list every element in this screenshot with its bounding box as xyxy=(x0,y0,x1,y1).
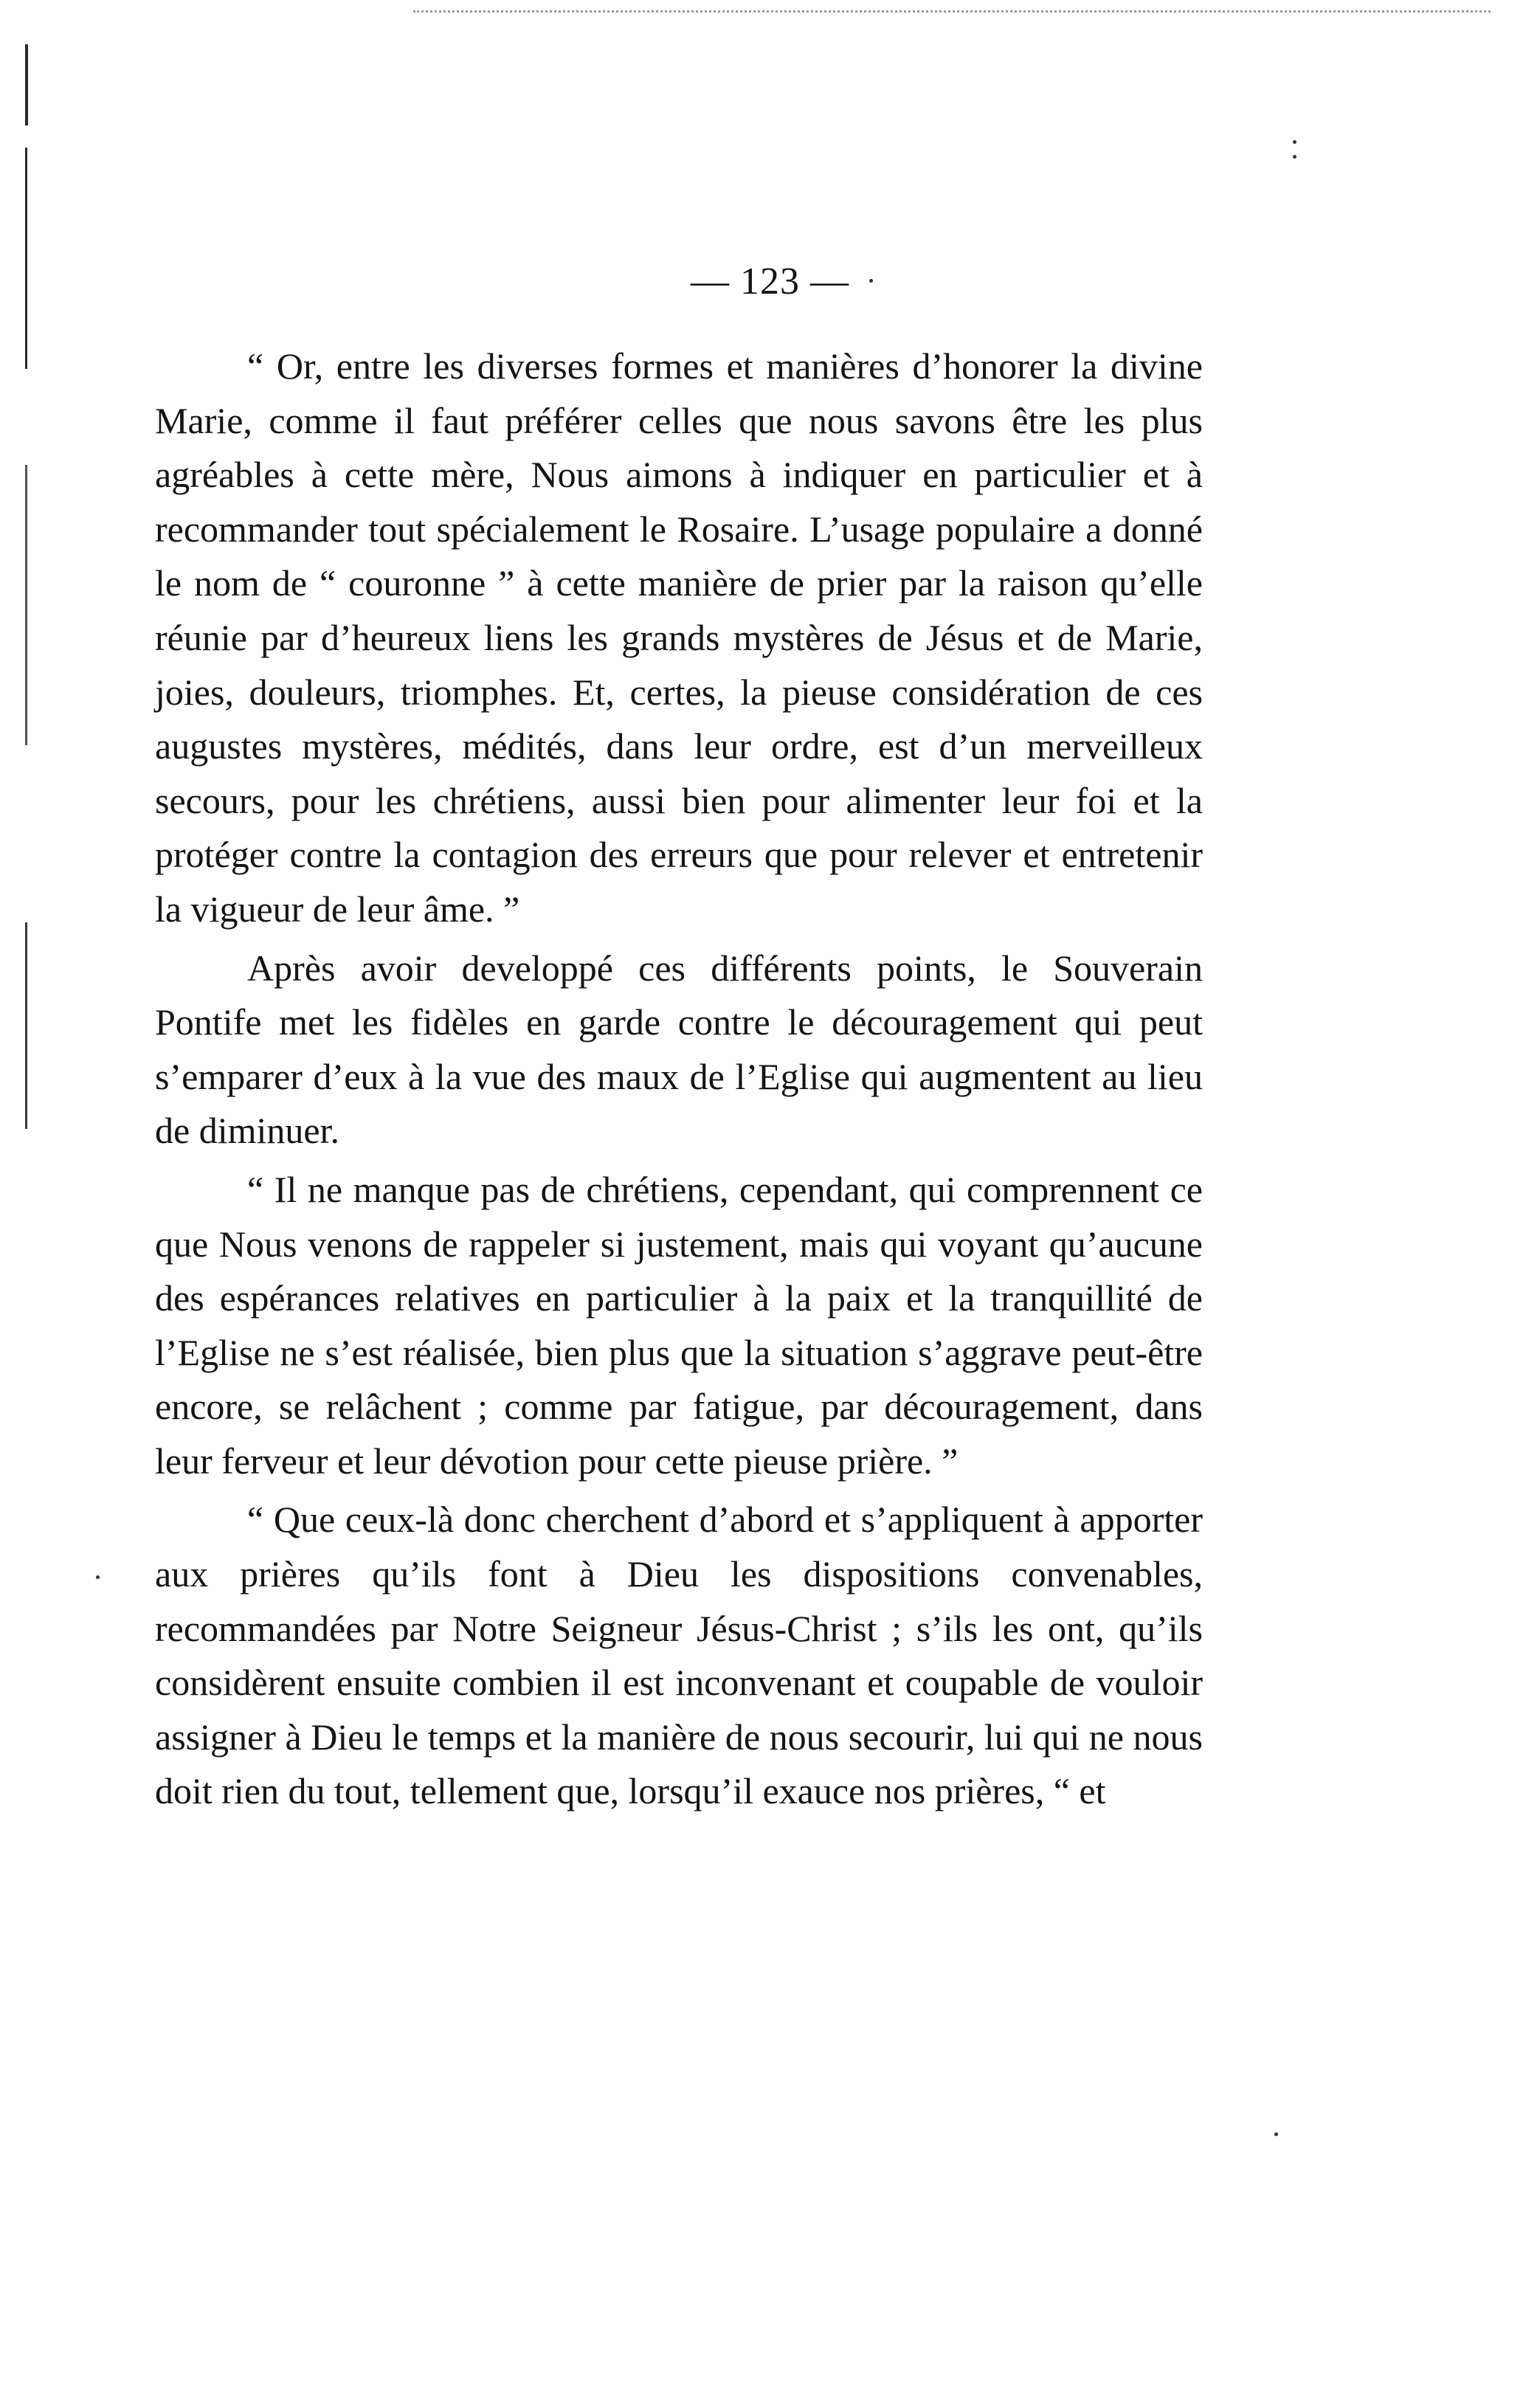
scan-speck xyxy=(96,1575,100,1579)
scan-top-edge xyxy=(413,10,1491,13)
scan-speck xyxy=(1274,2132,1278,2136)
scan-left-edge-mark xyxy=(25,148,27,369)
scan-speck xyxy=(1293,140,1296,144)
scan-speck xyxy=(1293,155,1296,159)
paragraph: “ Il ne manque pas de chrétiens, cependant, qui comprennent ce que Nous venons de rappeler si justement, mais qui voyant qu’aucune des espérances relatives en particulier à la paix et la tranquillité de l’Eglise ne s’est réalisée, bien plus que la situation s’aggrave peut-être encore, se relâchent ; comme par fatigue, par découragement, dans leur ferveur et leur dévotion pour cette pieuse prière. ” xyxy=(155,1168,1203,1482)
body-text xyxy=(155,339,1203,1823)
paragraph: “ Que ceux-là donc cherchent d’abord et s’appliquent à apporter aux prières qu’ils font à Dieu les dispositions convenables, recommandées par Notre Seigneur Jésus-Christ ; s’ils les ont, qu’ils considèrent ensuite combien il est inconvenant et coupable de vouloir assigner à Dieu le temps et la manière de nous secourir, lui qui ne nous doit rien du tout, tellement que, lorsqu’il exauce nos prières, “ et xyxy=(155,1499,1203,1812)
scan-left-edge-mark xyxy=(25,922,27,1129)
page-number: — 123 — xyxy=(691,260,849,303)
scan-left-edge-mark xyxy=(25,465,27,745)
scan-left-edge-mark xyxy=(25,44,28,125)
paragraph: “ Or, entre les diverses formes et manières d’honorer la divine Marie, comme il faut préférer celles que nous savons être les plus agréables à cette mère, Nous aimons à indiquer en particulier et à recommander tout spécialement le Rosaire. L’usage populaire a donné le nom de “ couronne ” à cette manière de prier par la raison qu’elle réunie par d’heureux liens les grands mystères de Jésus et de Marie, joies, douleurs, triomphes. Et, certes, la pieuse considération de ces augustes mystères, médités, dans leur ordre, est d’un merveilleux secours, pour les chrétiens, aussi bien pour alimenter leur foi et la protéger contre la contagion des erreurs que pour relever et entretenir la vigueur de leur âme. ” xyxy=(155,345,1203,930)
paragraph: Après avoir developpé ces différents points, le Souverain Pontife met les fidèles en garde contre le découragement qui peut s’emparer d’eux à la vue des maux de l’Eglise qui augmentent au lieu de diminuer. xyxy=(155,947,1203,1152)
